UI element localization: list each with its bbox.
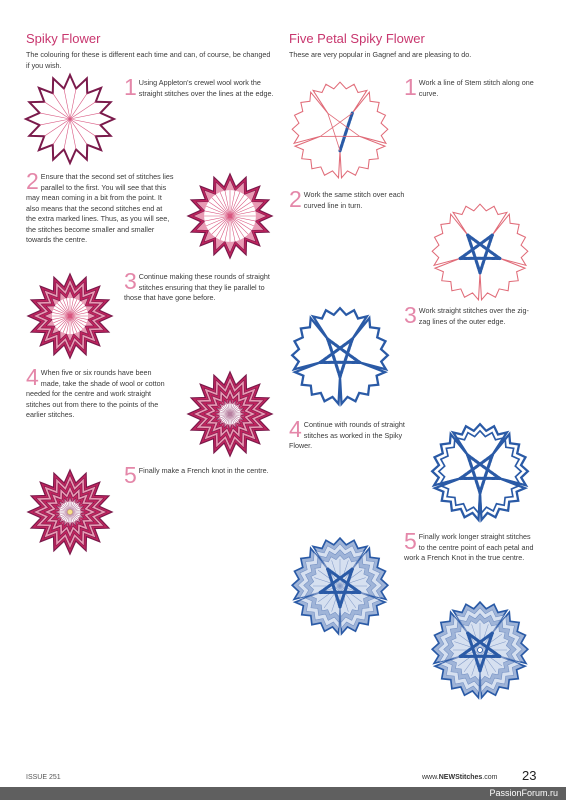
left-step-2 <box>26 168 174 246</box>
website-link[interactable] <box>422 774 497 781</box>
page-number: 23 <box>522 768 537 783</box>
five-petal-flower-step3 <box>288 304 392 408</box>
step-number: 5 <box>124 462 137 488</box>
step-number: 4 <box>26 364 39 390</box>
step-number: 4 <box>289 416 302 442</box>
left-step-5 <box>124 462 274 488</box>
spiky-flower-step2 <box>184 170 276 262</box>
right-step-2 <box>289 186 419 212</box>
left-step-1 <box>124 74 274 100</box>
left-step-3 <box>124 268 274 304</box>
spiky-flower-step5 <box>24 466 116 558</box>
right-step-5 <box>404 528 536 564</box>
step-number: 3 <box>124 268 137 294</box>
step-number: 2 <box>289 186 302 212</box>
step-text: Continue with rounds of straight stitches as worked in the Spiky Flower. <box>289 420 405 450</box>
spiky-flower-step3 <box>24 270 116 362</box>
five-petal-flower-step1 <box>288 78 392 182</box>
site-prefix: www. <box>422 774 439 781</box>
right-title: Five Petal Spiky Flower <box>289 31 425 46</box>
step-text: Finally make a French knot in the centre. <box>138 466 269 475</box>
issue-label: ISSUE 251 <box>26 774 61 781</box>
site-brand: NEWStitches <box>438 774 483 781</box>
right-step-1 <box>404 74 534 100</box>
step-text: Finally work longer straight stitches to the centre point of each petal and work a French Knot in the true centre. <box>404 532 534 562</box>
left-title: Spiky Flower <box>26 31 101 46</box>
step-number: 5 <box>404 528 417 554</box>
five-petal-flower-step5a <box>288 534 392 638</box>
spiky-flower-step1 <box>22 71 118 167</box>
watermark: PassionForum.ru <box>489 788 558 798</box>
step-text: When five or six rounds have been made, take the shade of wool or cotton needed for the centre and work straight stitches out from there to the points of the earlier stitches. <box>26 368 165 419</box>
step-number: 1 <box>124 74 137 100</box>
step-text: Ensure that the second set of stitches lies parallel to the first. You will see that this may mean coming in a bit from the point. It also means that the second stitches end at the extra marked lines. Thus, as you will see, the stitches become smaller and smaller towards the centre. <box>26 172 174 244</box>
right-intro: These are very popular in Gagnef and are pleasing to do. <box>289 50 472 59</box>
right-step-4 <box>289 416 419 452</box>
step-text: Work a line of Stem stitch along one curve. <box>418 78 534 98</box>
step-number: 1 <box>404 74 417 100</box>
five-petal-flower-step5b <box>428 598 532 702</box>
left-step-4 <box>26 364 172 421</box>
five-petal-flower-step4 <box>428 420 532 524</box>
step-text: Work the same stitch over each curved line in turn. <box>303 190 405 210</box>
step-text: Work straight stitches over the zig-zag lines of the outer edge. <box>418 306 529 326</box>
step-number: 2 <box>26 168 39 194</box>
left-intro: The colouring for these is different each time and can, of course, be changed if you wish. <box>26 50 271 70</box>
step-number: 3 <box>404 302 417 328</box>
site-suffix: .com <box>482 774 498 781</box>
step-text: Using Appleton's crewel wool work the straight stitches over the lines at the edge. <box>138 78 274 98</box>
right-step-3 <box>404 302 536 328</box>
footer-bar <box>0 787 566 800</box>
five-petal-flower-step2 <box>428 200 532 304</box>
step-text: Continue making these rounds of straight stitches ensuring that they lie parallel to those that have gone before. <box>124 272 270 302</box>
spiky-flower-step4 <box>184 368 276 460</box>
